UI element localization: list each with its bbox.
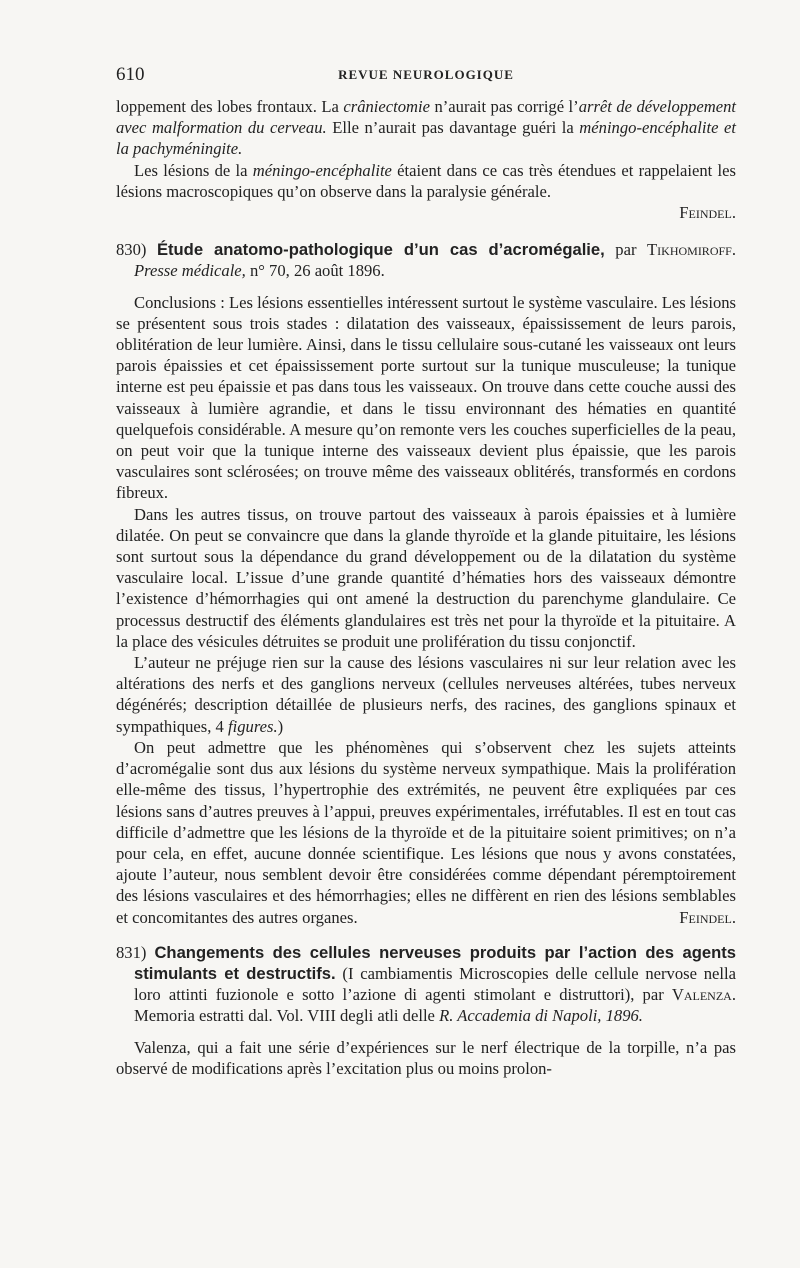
article-830 xyxy=(116,239,736,928)
article-heading: 831) Changements des cellules nerveuses produits par l’action des agents stimulants et destructifs. (I cambiamentis Microscopies delle cellule nervose nella loro attinti fuzionole e sotto l’azione di agenti stimolant e distruttori), par Valenza. Memoria estratti dal. Vol. VIII degli atli delle R. Accademia di Napoli, 1896. xyxy=(116,942,736,1026)
continuation-section xyxy=(116,96,736,223)
continuation-paragraph: loppement des lobes frontaux. La crâniectomie n’aurait pas corrigé l’arrêt de développement avec malformation du cerveau. Elle n’aurait pas davantage guéri la méningo-encéphalite et la pachyméningite. xyxy=(116,97,736,159)
article-title: Changements des cellules nerveuses produits par l’action des agents stimulants et destructifs. xyxy=(134,942,736,983)
article-831 xyxy=(116,942,736,1079)
running-title: REVUE NEUROLOGIQUE xyxy=(338,67,514,82)
article-paragraph: Valenza, qui a fait une série d’expériences sur le nerf électrique de la torpille, n’a pas observé de modifications après l’excitation plus ou moins prolon- xyxy=(116,1037,736,1078)
page-body xyxy=(116,96,736,1079)
article-paragraph: Dans les autres tissus, on trouve partout des vaisseaux à parois épaissies et à lumière dilatée. On peut se convaincre que dans la glande thyroïde et la glande pituitaire, les lésions sont surtout sous la dépendance du grand développement ou de la dilatation du système vasculaire local. L’issue d’une grande quantité d’hématies hors des vaisseaux démontre l’existence d’hémorrhagies qui ont amené la destruction du parenchyme glandulaire. Ce processus destructif des éléments glandulaires est très net pour la thyroïde et la pituitaire. A la place des vésicules détruites se produit une prolifération du tissu conjonctif. xyxy=(116,504,736,651)
article-heading: 830) Étude anatomo-pathologique d’un cas d’acromégalie, par Tikhomiroff. Presse médicale, n° 70, 26 août 1896. xyxy=(116,240,736,281)
continuation-paragraph-2: Les lésions de la méningo-encéphalite étaient dans ce cas très étendues et rappelaient les lésions macroscopiques qu’on observe dans la paralysie générale. xyxy=(116,160,736,201)
article-author: Tikhomiroff. xyxy=(647,240,736,260)
article-journal: Presse médicale, xyxy=(134,261,246,281)
article-journal: R. Accademia di Napoli, 1896. xyxy=(439,1006,643,1026)
page-header xyxy=(116,64,736,88)
article-paragraph: L’auteur ne préjuge rien sur la cause des lésions vasculaires ni sur leur relation avec les altérations des nerfs et des ganglions nerveux (cellules nerveuses altérées, tubes nerveux dégénérés; description détaillée de plusieurs nerfs, des racines, des ganglions spinaux et sympathiques, 4 figures.) xyxy=(116,653,736,736)
article-title: Étude anatomo-pathologique d’un cas d’acromégalie, xyxy=(156,240,605,260)
signature: Feindel. xyxy=(679,907,736,927)
signature: Feindel. xyxy=(679,203,736,223)
article-author: Valenza. xyxy=(671,985,736,1005)
article-paragraph: Conclusions : Les lésions essentielles intéressent surtout le système vasculaire. Les lésions se présentent sous trois stades : dilatation des vaisseaux, épaississement de leurs parois, oblitération de leur lumière. Ainsi, dans le tissu cellulaire sous-cutané les vaisseaux ont leurs parois épaissies et cet épaississement porte surtout sur la tunique musculeuse; la tunique interne est peu épaissie et pas dans tous les vaisseaux. On trouve dans cette couche aussi des vaisseaux à lumière agrandie, et dans le tissu environnant des hématies en quantité quelquefois considérable. A mesure qu’on remonte vers les couches superficielles de la peau, on peut voir que la tunique interne des vaisseaux devient plus épaissie, que les parois vasculaires sont sclérosées; on trouve même des vaisseaux oblitérés, transformés en cordons fibreux. xyxy=(116,292,736,503)
page-number: 610 xyxy=(116,64,145,85)
article-paragraph: On peut admettre que les phénomènes qui s’observent chez les sujets atteints d’acromégalie sont dus aux lésions du système nerveux sympathique. Mais la prolifération elle-même des tissus, l’hypertrophie des extrémités, ne peuvent être expliquées par ces lésions sans d’autres preuves à l’appui, preuves expérimentales, irréfutables. Il est en tout cas difficile d’admettre que les lésions de la thyroïde et de la pituitaire soient primitives; on n’a pour cela, en effet, aucune donnée scientifique. Les lésions que nous y avons constatées, ajoute l’auteur, nous semblent devoir être considérées comme dépendant péremptoirement des lésions vasculaires et des hémorrhagies; elles ne diffèrent en rien des lésions semblables et concomitantes des autres organes. Feindel. xyxy=(116,737,736,927)
